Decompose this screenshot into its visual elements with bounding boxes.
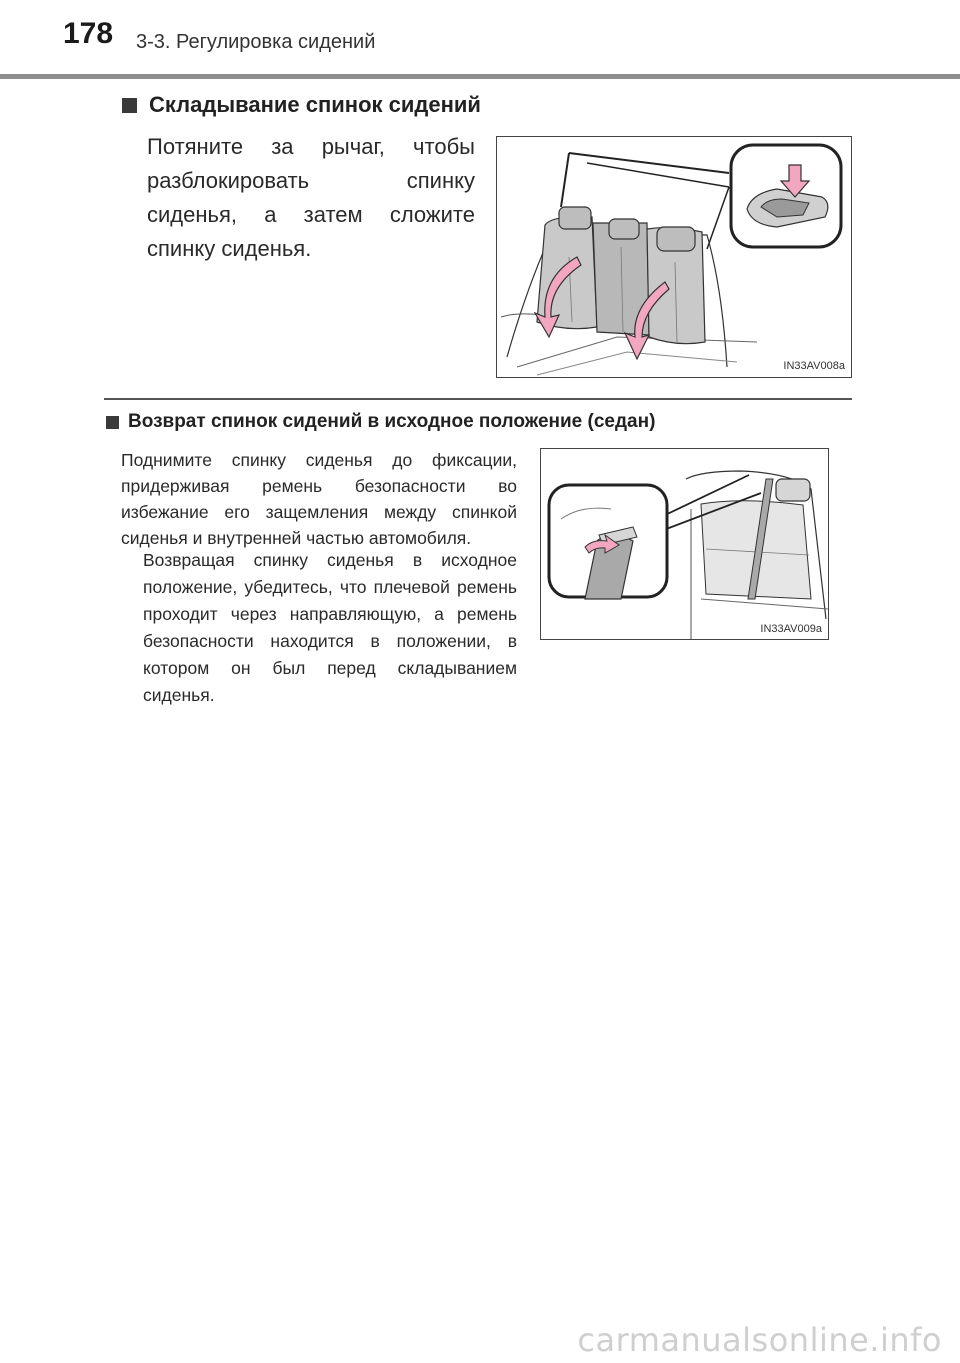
section2-note: Возвращая спинку сиденья в исходное положение, убедитесь, что плечевой ремень проходит через направляющую, а ремень безопасности находится в положении, в котором он был перед складыванием сиденья. xyxy=(143,550,517,705)
chapter-title: 3-3. Регулировка сидений xyxy=(136,31,376,53)
square-bullet-icon xyxy=(122,98,137,113)
watermark: carmanualsonline.info xyxy=(577,1321,942,1359)
figure-fold-seatback xyxy=(496,136,852,378)
section1-text: Потяните за рычаг, чтобы разблокировать спинку сиденья, а затем сложите спинку сиденья. xyxy=(147,134,475,261)
figure-return-seatback xyxy=(540,448,829,640)
page-number: 178 xyxy=(63,17,114,50)
section1-heading xyxy=(122,92,481,118)
divider xyxy=(104,398,852,400)
section2-text: Поднимите спинку сиденья до фиксации, придерживая ремень безопасности во избежание его защемления между спинкой сиденья и внутренней частью автомобиля. xyxy=(121,450,517,548)
square-bullet-icon xyxy=(106,416,119,429)
figure1-code: IN33AV008a xyxy=(783,360,845,372)
section2-heading xyxy=(106,411,655,433)
fold-seatback-illustration xyxy=(497,137,851,377)
figure2-code: IN33AV009a xyxy=(760,623,822,635)
header-rule xyxy=(0,74,960,79)
section2-title: Возврат спинок сидений в исходное положение (седан) xyxy=(128,411,656,432)
section1-title: Складывание спинок сидений xyxy=(149,92,481,117)
return-seatback-illustration xyxy=(541,449,828,639)
